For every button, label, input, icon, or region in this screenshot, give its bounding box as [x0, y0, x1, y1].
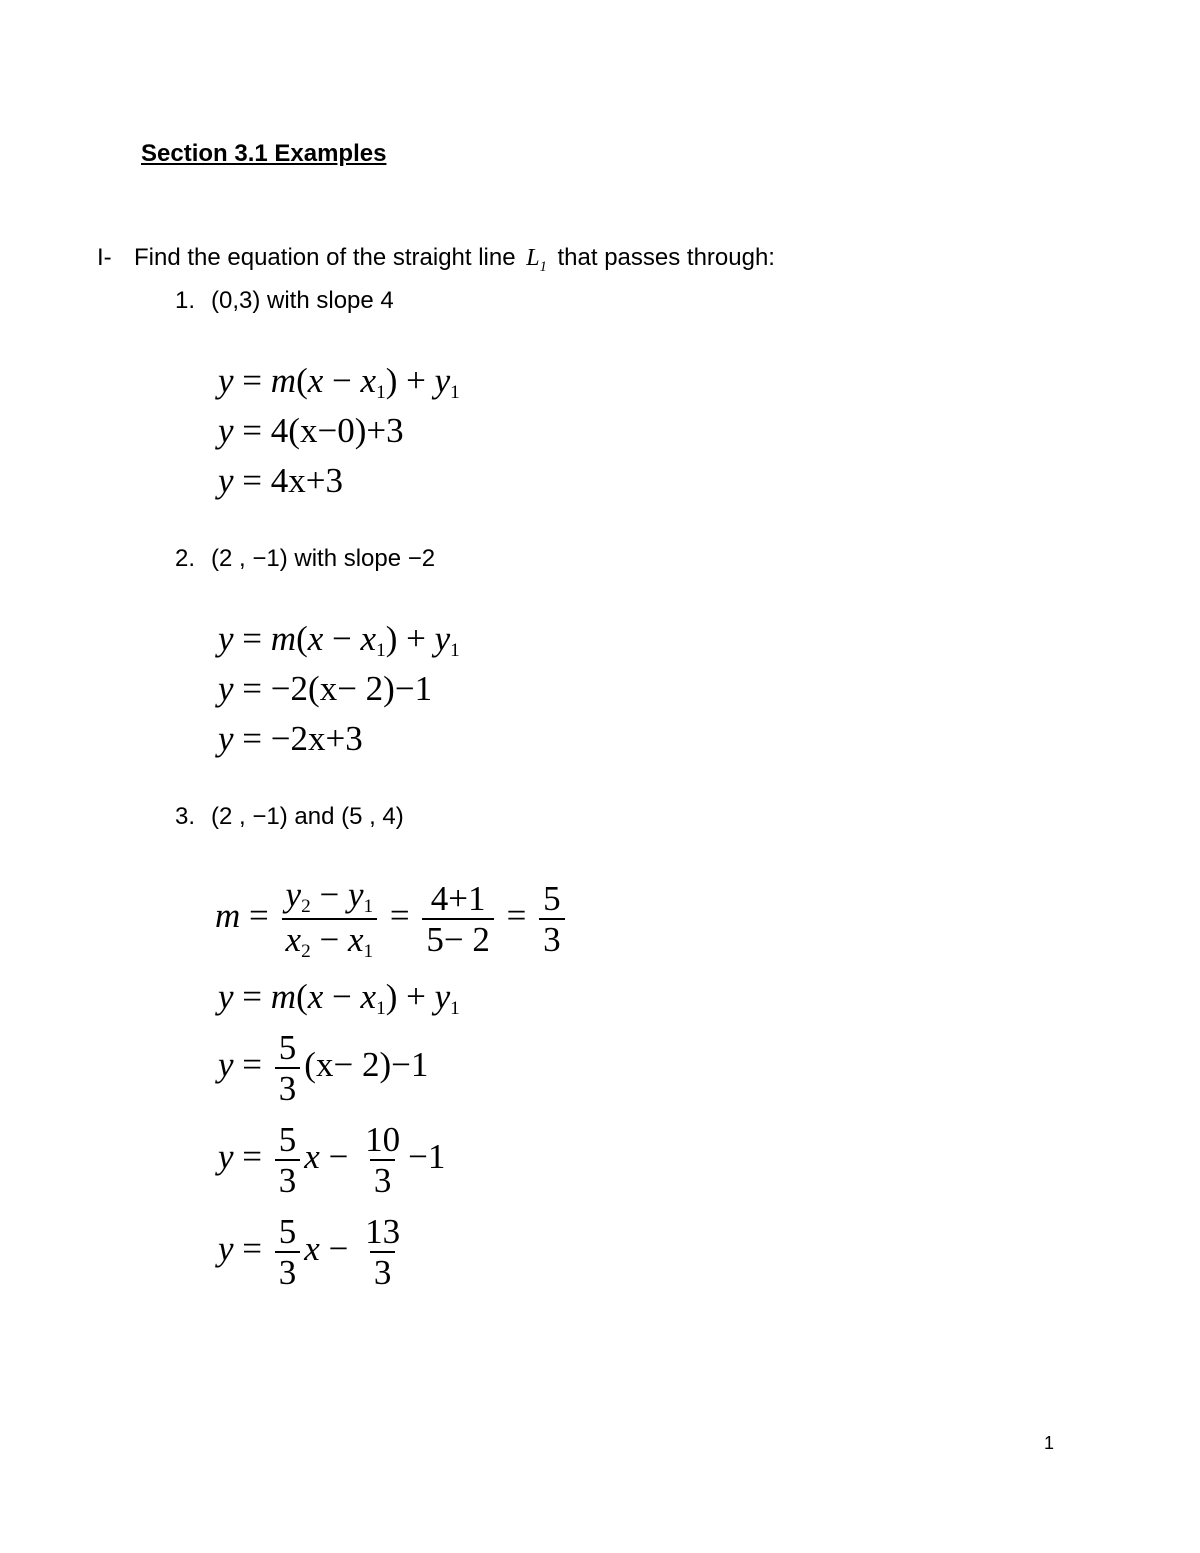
point-slope-formula-3: $y = m(x - x_1) + y_1$ — [218, 977, 460, 1019]
equation-2-substituted: y = −2(x− 2)−1 — [218, 669, 433, 708]
slope-computation: m = $\frac{y_2 - y_1}{x_2 - x_1}$ = $\frac{4+1}{5- 2}$ = $\frac{5}{3}$ — [215, 877, 569, 961]
statement-text-after: that passes through: — [557, 244, 775, 271]
equation-3-substituted: y = $\frac{5}{3}$ (x− 2)−1 — [218, 1028, 429, 1108]
equation-1-result: y = 4x+3 — [218, 461, 344, 500]
point-slope-formula-2: $y = m(x - x_1) + y_1$ — [218, 619, 460, 661]
equation-1-substituted: y = 4(x−0)+3 — [218, 411, 404, 450]
equation-3-expanded: y = $\frac{5}{3}$ x − $\frac{10}{3}$ −1 — [218, 1120, 446, 1200]
item-number-1: 1. — [175, 287, 196, 314]
item-text-2: (2 , −1) with slope −2 — [211, 545, 436, 572]
equation-3-result: y = $\frac{5}{3}$ x − $\frac{13}{3}$ — [218, 1212, 401, 1292]
problem-numeral: I- — [97, 244, 112, 271]
page-number: 1 — [1044, 1433, 1055, 1453]
statement-text-before: Find the equation of the straight line — [134, 244, 516, 271]
point-slope-formula-1: $y = m(x - x_1) + y_1$ — [218, 361, 460, 403]
slope-result-fraction: $\frac{5}{3}$ — [539, 881, 565, 957]
item-number-3: 3. — [175, 803, 196, 830]
slope-formula-fraction: $\frac{y_2 - y_1}{x_2 - x_1}$ — [282, 877, 378, 961]
line-variable: $L_1$ — [526, 245, 547, 275]
item-text-3: (2 , −1) and (5 , 4) — [211, 803, 404, 830]
problem-statement — [134, 244, 775, 276]
slope-values-fraction: $\frac{4+1}{5- 2}$ — [422, 881, 494, 957]
page-title: Section 3.1 Examples — [141, 140, 387, 167]
item-text-1: (0,3) with slope 4 — [211, 287, 394, 314]
equation-2-result: y = −2x+3 — [218, 719, 363, 758]
item-number-2: 2. — [175, 545, 196, 572]
